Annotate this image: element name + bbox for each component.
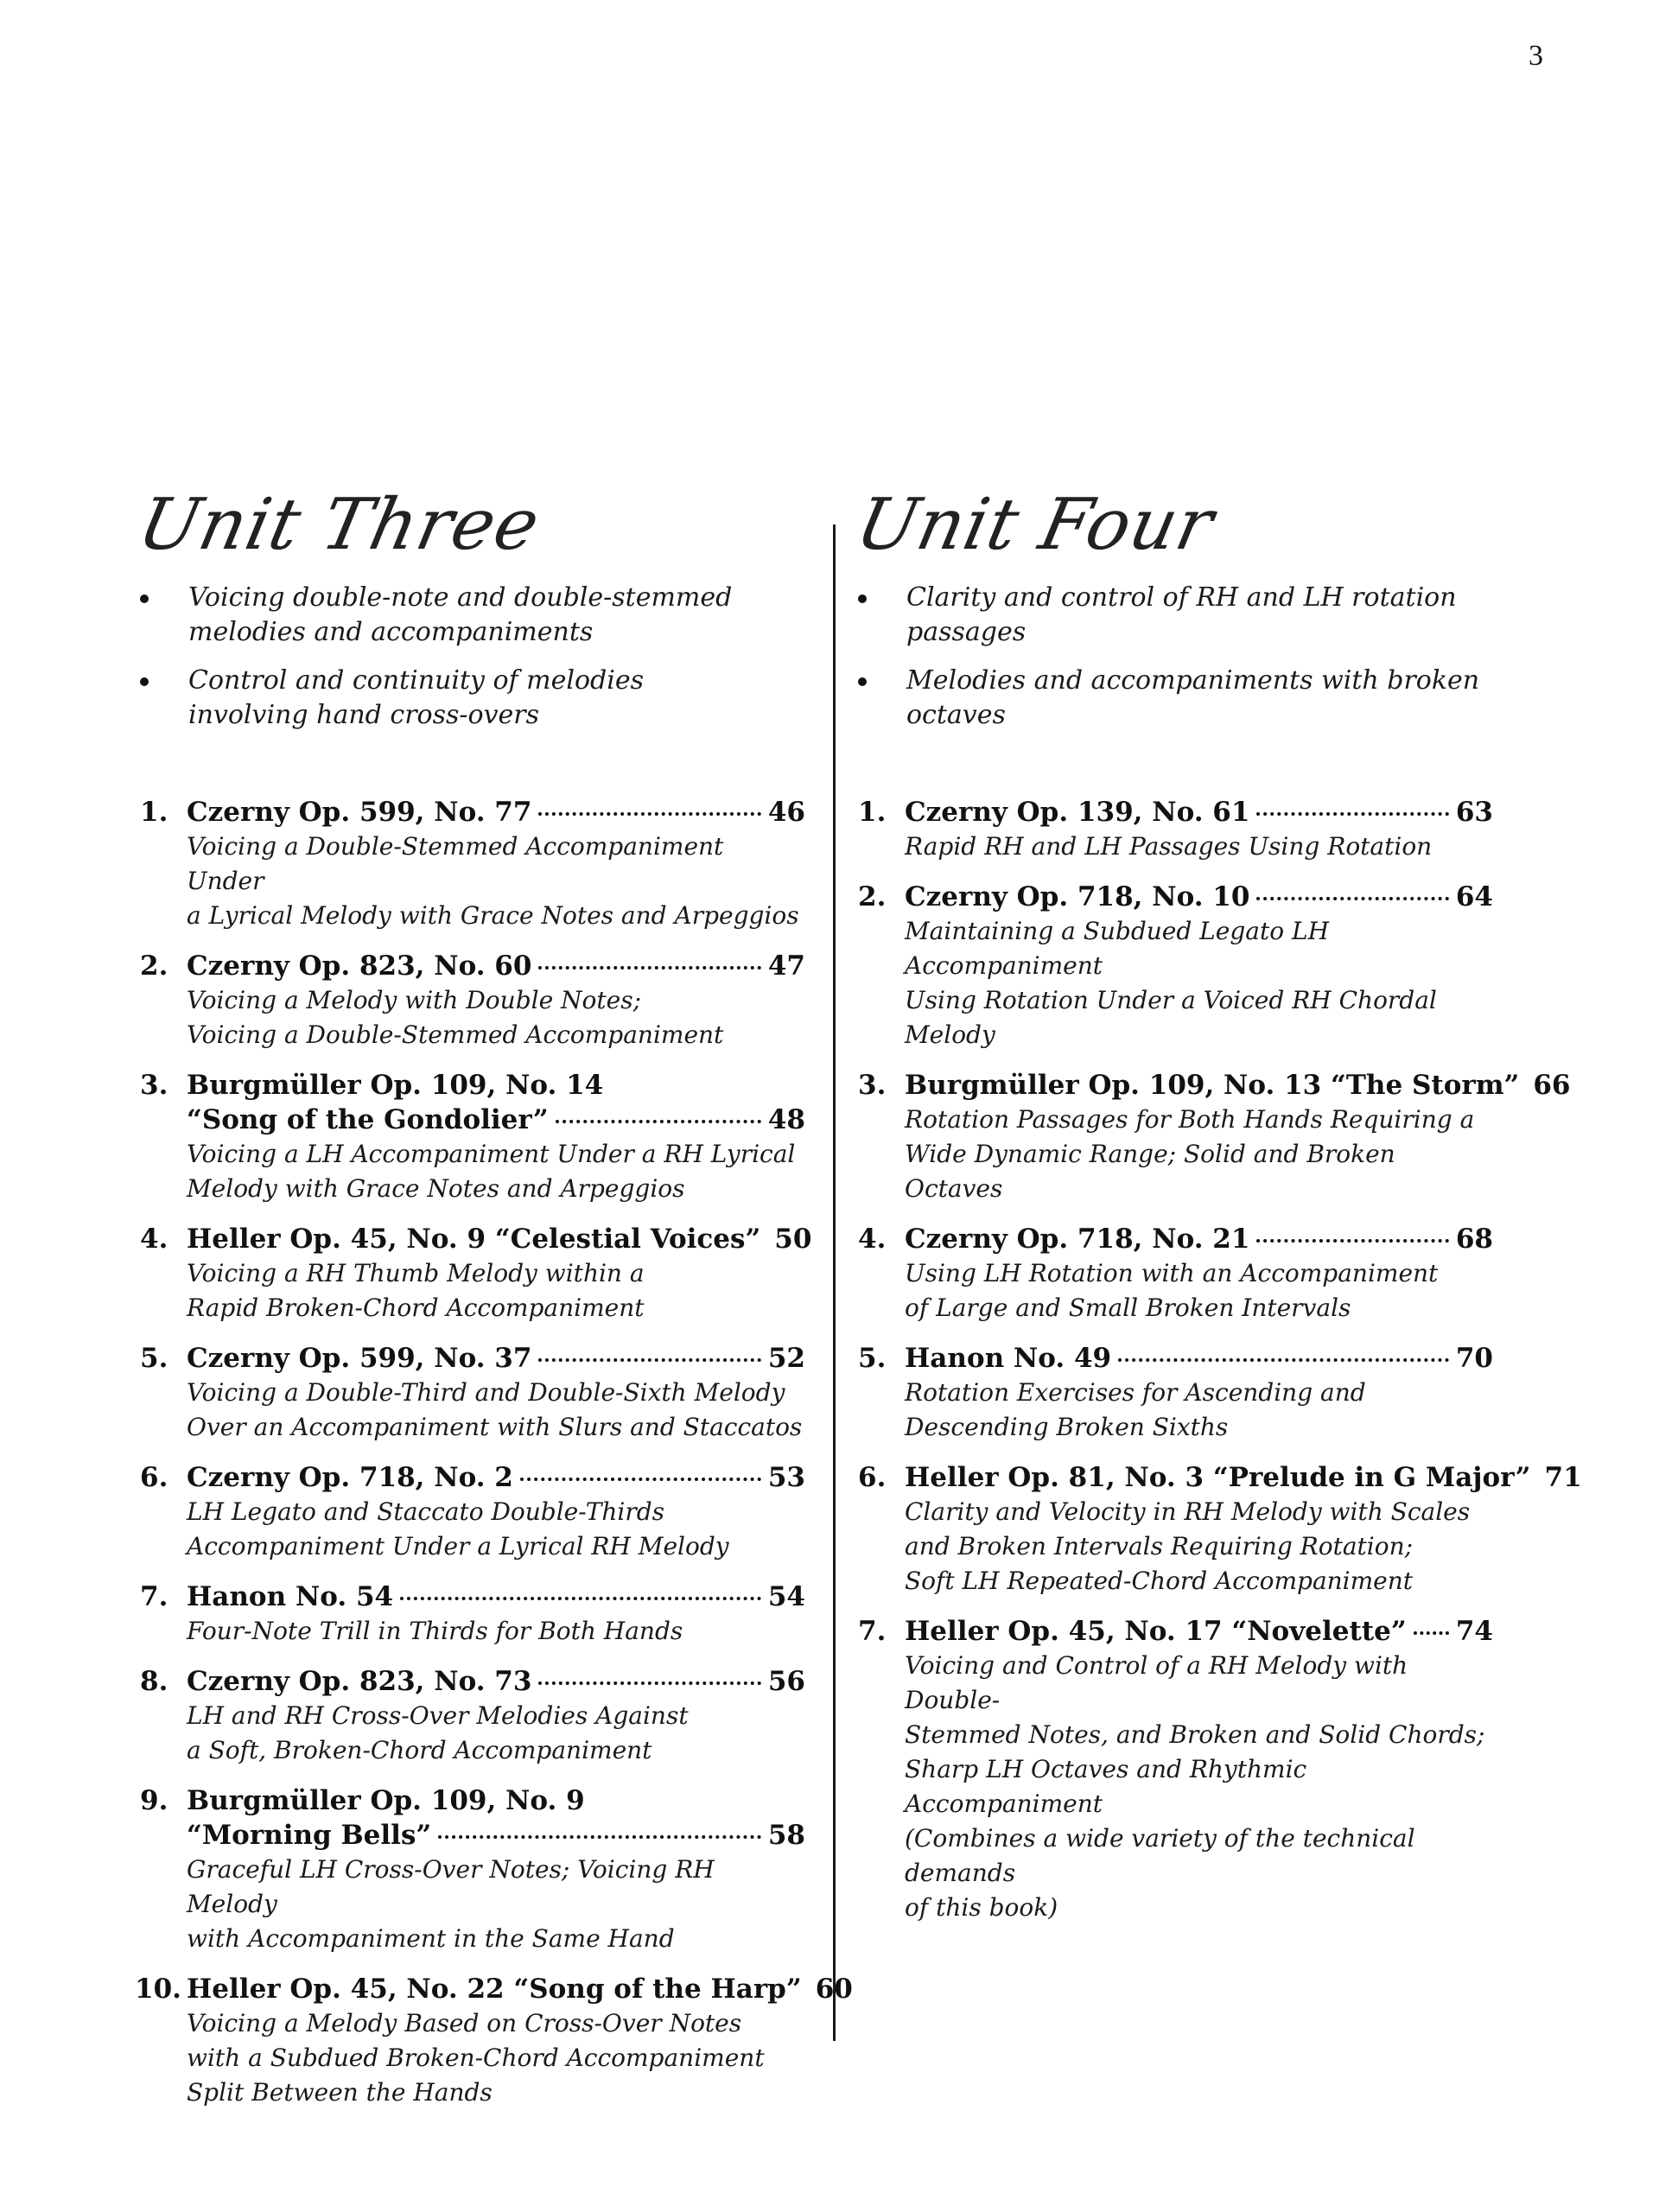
entry-number: 5. xyxy=(858,1343,887,1374)
entry-description: Graceful LH Cross-Over Notes; Voicing RH Melody with Accompaniment in the Same Hand xyxy=(187,1855,715,1953)
entry-page: 50 xyxy=(774,1224,812,1255)
contents-entry xyxy=(140,1783,805,1956)
contents-entry xyxy=(858,1341,1493,1445)
contents-entry xyxy=(858,1614,1493,1925)
leader-dots xyxy=(1256,812,1448,816)
entry-title-line xyxy=(187,1818,805,1853)
goal-text: Clarity and control of RH and LH rotation passages xyxy=(906,582,1457,647)
entry-title-line xyxy=(905,1222,1493,1256)
entry-title: Czerny Op. 718, No. 10 xyxy=(905,881,1250,912)
contents-entry xyxy=(140,949,805,1052)
entry-number: 7. xyxy=(140,1581,168,1612)
entry-description: Voicing a Double-Third and Double-Sixth Melody Over an Accompaniment with Slurs and Staccatos xyxy=(187,1378,803,1441)
entry-title: Czerny Op. 599, No. 37 xyxy=(187,1343,532,1374)
entry-number: 1. xyxy=(140,797,168,828)
contents-entry xyxy=(140,795,805,933)
entry-title-line xyxy=(187,1103,805,1137)
entry-page: 66 xyxy=(1533,1070,1571,1101)
entry-title: Heller Op. 45, No. 17 “Novelette” xyxy=(905,1616,1407,1647)
unit-three-goals xyxy=(140,581,732,747)
leader-dots xyxy=(438,1835,761,1839)
entry-number: 5. xyxy=(140,1343,168,1374)
entry-title: Czerny Op. 823, No. 73 xyxy=(187,1666,532,1697)
entry-title-line xyxy=(905,1460,1582,1495)
unit-three-title: Unit Three xyxy=(130,484,548,566)
entry-title: Czerny Op. 718, No. 2 xyxy=(187,1462,513,1493)
entry-page: 52 xyxy=(767,1343,805,1374)
column-divider xyxy=(833,524,836,2041)
entry-page: 53 xyxy=(767,1462,805,1493)
leader-dots xyxy=(538,1681,760,1685)
entry-page: 74 xyxy=(1455,1616,1493,1647)
goal-item xyxy=(140,664,732,733)
entry-title: Hanon No. 49 xyxy=(905,1343,1112,1374)
entry-description: LH Legato and Staccato Double-Thirds Accompaniment Under a Lyrical RH Melody xyxy=(187,1497,729,1560)
leader-dots xyxy=(538,966,760,969)
goal-item xyxy=(858,664,1493,733)
entry-description: Voicing a Double-Stemmed Accompaniment Under a Lyrical Melody with Grace Notes and Arpeggios xyxy=(187,832,799,930)
entry-title: Czerny Op. 139, No. 61 xyxy=(905,797,1250,828)
entry-page: 64 xyxy=(1455,881,1493,912)
entry-title: Czerny Op. 718, No. 21 xyxy=(905,1224,1250,1255)
entry-number: 10. xyxy=(135,1974,181,2005)
entry-number: 6. xyxy=(858,1462,887,1493)
entry-title-line xyxy=(905,1341,1493,1376)
leader-dots xyxy=(1256,1239,1448,1243)
entry-number: 7. xyxy=(858,1616,887,1647)
entry-title-line xyxy=(905,880,1493,914)
entry-page: 48 xyxy=(767,1104,805,1135)
entry-description: LH and RH Cross-Over Melodies Against a Soft, Broken-Chord Accompaniment xyxy=(187,1701,689,1764)
leader-dots xyxy=(1414,1631,1449,1635)
entry-description: Rotation Passages for Both Hands Requiring a Wide Dynamic Range; Solid and Broken Octaves xyxy=(905,1105,1475,1203)
contents-entry xyxy=(858,1222,1493,1325)
unit-four-contents xyxy=(858,795,1582,1941)
entry-page: 71 xyxy=(1544,1462,1582,1493)
entry-title: “Song of the Gondolier” xyxy=(187,1104,549,1135)
unit-four-goals xyxy=(858,581,1493,747)
contents-entry xyxy=(140,1068,805,1206)
unit-three-contents xyxy=(135,795,853,2126)
contents-entry xyxy=(858,1460,1582,1599)
leader-dots xyxy=(520,1478,761,1481)
entry-description: Rotation Exercises for Ascending and Descending Broken Sixths xyxy=(905,1378,1366,1441)
contents-entry xyxy=(140,1460,805,1564)
entry-page: 56 xyxy=(767,1666,805,1697)
entry-title-line xyxy=(905,1614,1493,1649)
entry-title-line xyxy=(187,1972,853,2006)
entry-description: Voicing a LH Accompaniment Under a RH Lyrical Melody with Grace Notes and Arpeggios xyxy=(187,1140,796,1203)
entry-page: 68 xyxy=(1455,1224,1493,1255)
entry-number: 3. xyxy=(858,1070,887,1101)
entry-page: 70 xyxy=(1455,1343,1493,1374)
entry-number: 8. xyxy=(140,1666,168,1697)
leader-dots xyxy=(400,1597,761,1600)
entry-description: Four-Note Trill in Thirds for Both Hands xyxy=(187,1617,683,1645)
unit-three-column xyxy=(130,0,853,2212)
entry-composer: Burgmüller Op. 109, No. 14 xyxy=(187,1070,604,1101)
entry-number: 4. xyxy=(858,1224,887,1255)
entry-title-line xyxy=(187,1341,805,1376)
entry-title: Burgmüller Op. 109, No. 13 “The Storm” xyxy=(905,1070,1520,1101)
entry-title: “Morning Bells” xyxy=(187,1820,432,1851)
leader-dots xyxy=(538,812,760,816)
entry-page: 58 xyxy=(767,1820,805,1851)
entry-description: Voicing a Melody with Double Notes; Voicing a Double-Stemmed Accompaniment xyxy=(187,986,724,1049)
entry-number: 3. xyxy=(140,1070,168,1101)
entry-description: Voicing and Control of a RH Melody with Double- Stemmed Notes, and Broken and Solid Chords; Sharp LH Octaves and Rhythmic Accompaniment (Combines a wide variety of the technical demands of this book) xyxy=(905,1651,1485,1922)
entry-title: Czerny Op. 599, No. 77 xyxy=(187,797,532,828)
entry-number: 2. xyxy=(858,881,887,912)
entry-number: 2. xyxy=(140,950,168,982)
entry-description: Voicing a Melody Based on Cross-Over Notes with a Subdued Broken-Chord Accompaniment Split Between the Hands xyxy=(187,2009,765,2107)
goal-text: Control and continuity of melodies involving hand cross-overs xyxy=(188,665,644,730)
entry-title: Hanon No. 54 xyxy=(187,1581,394,1612)
unit-four-title: Unit Four xyxy=(849,484,1222,566)
bullet-icon xyxy=(858,594,867,603)
entry-composer: Burgmüller Op. 109, No. 9 xyxy=(187,1785,585,1816)
entry-page: 60 xyxy=(815,1974,853,2005)
entry-title-line xyxy=(187,1580,805,1614)
entry-description: Clarity and Velocity in RH Melody with Scales and Broken Intervals Requiring Rotation; Soft LH Repeated-Chord Accompaniment xyxy=(905,1497,1471,1595)
contents-entry xyxy=(135,1972,853,2110)
contents-entry xyxy=(140,1341,805,1445)
entry-title: Czerny Op. 823, No. 60 xyxy=(187,950,532,982)
entry-description: Rapid RH and LH Passages Using Rotation xyxy=(905,832,1433,861)
entry-title: Heller Op. 81, No. 3 “Prelude in G Major” xyxy=(905,1462,1531,1493)
unit-four-column xyxy=(849,0,1582,2212)
goal-item xyxy=(858,581,1493,650)
entry-title-line xyxy=(187,1460,805,1495)
goal-text: Voicing double-note and double-stemmed melodies and accompaniments xyxy=(188,582,733,647)
entry-number: 1. xyxy=(858,797,887,828)
leader-dots xyxy=(1256,897,1448,900)
contents-entry xyxy=(858,1068,1571,1206)
leader-dots xyxy=(538,1358,760,1362)
page-number: 3 xyxy=(1529,40,1543,72)
entry-title-line xyxy=(187,949,805,983)
entry-title-line xyxy=(187,1222,812,1256)
entry-description: Using LH Rotation with an Accompaniment of Large and Small Broken Intervals xyxy=(905,1259,1439,1322)
contents-entry xyxy=(140,1580,805,1649)
contents-entry xyxy=(858,795,1493,864)
entry-number: 6. xyxy=(140,1462,168,1493)
contents-entry xyxy=(140,1222,812,1325)
entry-page: 47 xyxy=(767,950,805,982)
entry-page: 63 xyxy=(1455,797,1493,828)
entry-title-line xyxy=(905,1068,1571,1103)
entry-title-line xyxy=(905,795,1493,830)
entry-number: 9. xyxy=(140,1785,168,1816)
bullet-icon xyxy=(140,594,149,603)
entry-title: Heller Op. 45, No. 22 “Song of the Harp” xyxy=(187,1974,802,2005)
contents-entry xyxy=(858,880,1493,1052)
entry-description: Maintaining a Subdued Legato LH Accompaniment Using Rotation Under a Voiced RH Chordal Melody xyxy=(905,917,1437,1049)
goal-text: Melodies and accompaniments with broken octaves xyxy=(906,665,1480,730)
entry-number: 4. xyxy=(140,1224,168,1255)
bullet-icon xyxy=(140,677,149,686)
bullet-icon xyxy=(858,677,867,686)
leader-dots xyxy=(556,1120,761,1123)
leader-dots xyxy=(1118,1358,1449,1362)
entry-title-line xyxy=(187,795,805,830)
entry-title-line xyxy=(187,1664,805,1699)
entry-title: Heller Op. 45, No. 9 “Celestial Voices” xyxy=(187,1224,761,1255)
entry-description: Voicing a RH Thumb Melody within a Rapid Broken-Chord Accompaniment xyxy=(187,1259,645,1322)
contents-entry xyxy=(140,1664,805,1768)
goal-item xyxy=(140,581,732,650)
entry-page: 54 xyxy=(767,1581,805,1612)
entry-page: 46 xyxy=(767,797,805,828)
